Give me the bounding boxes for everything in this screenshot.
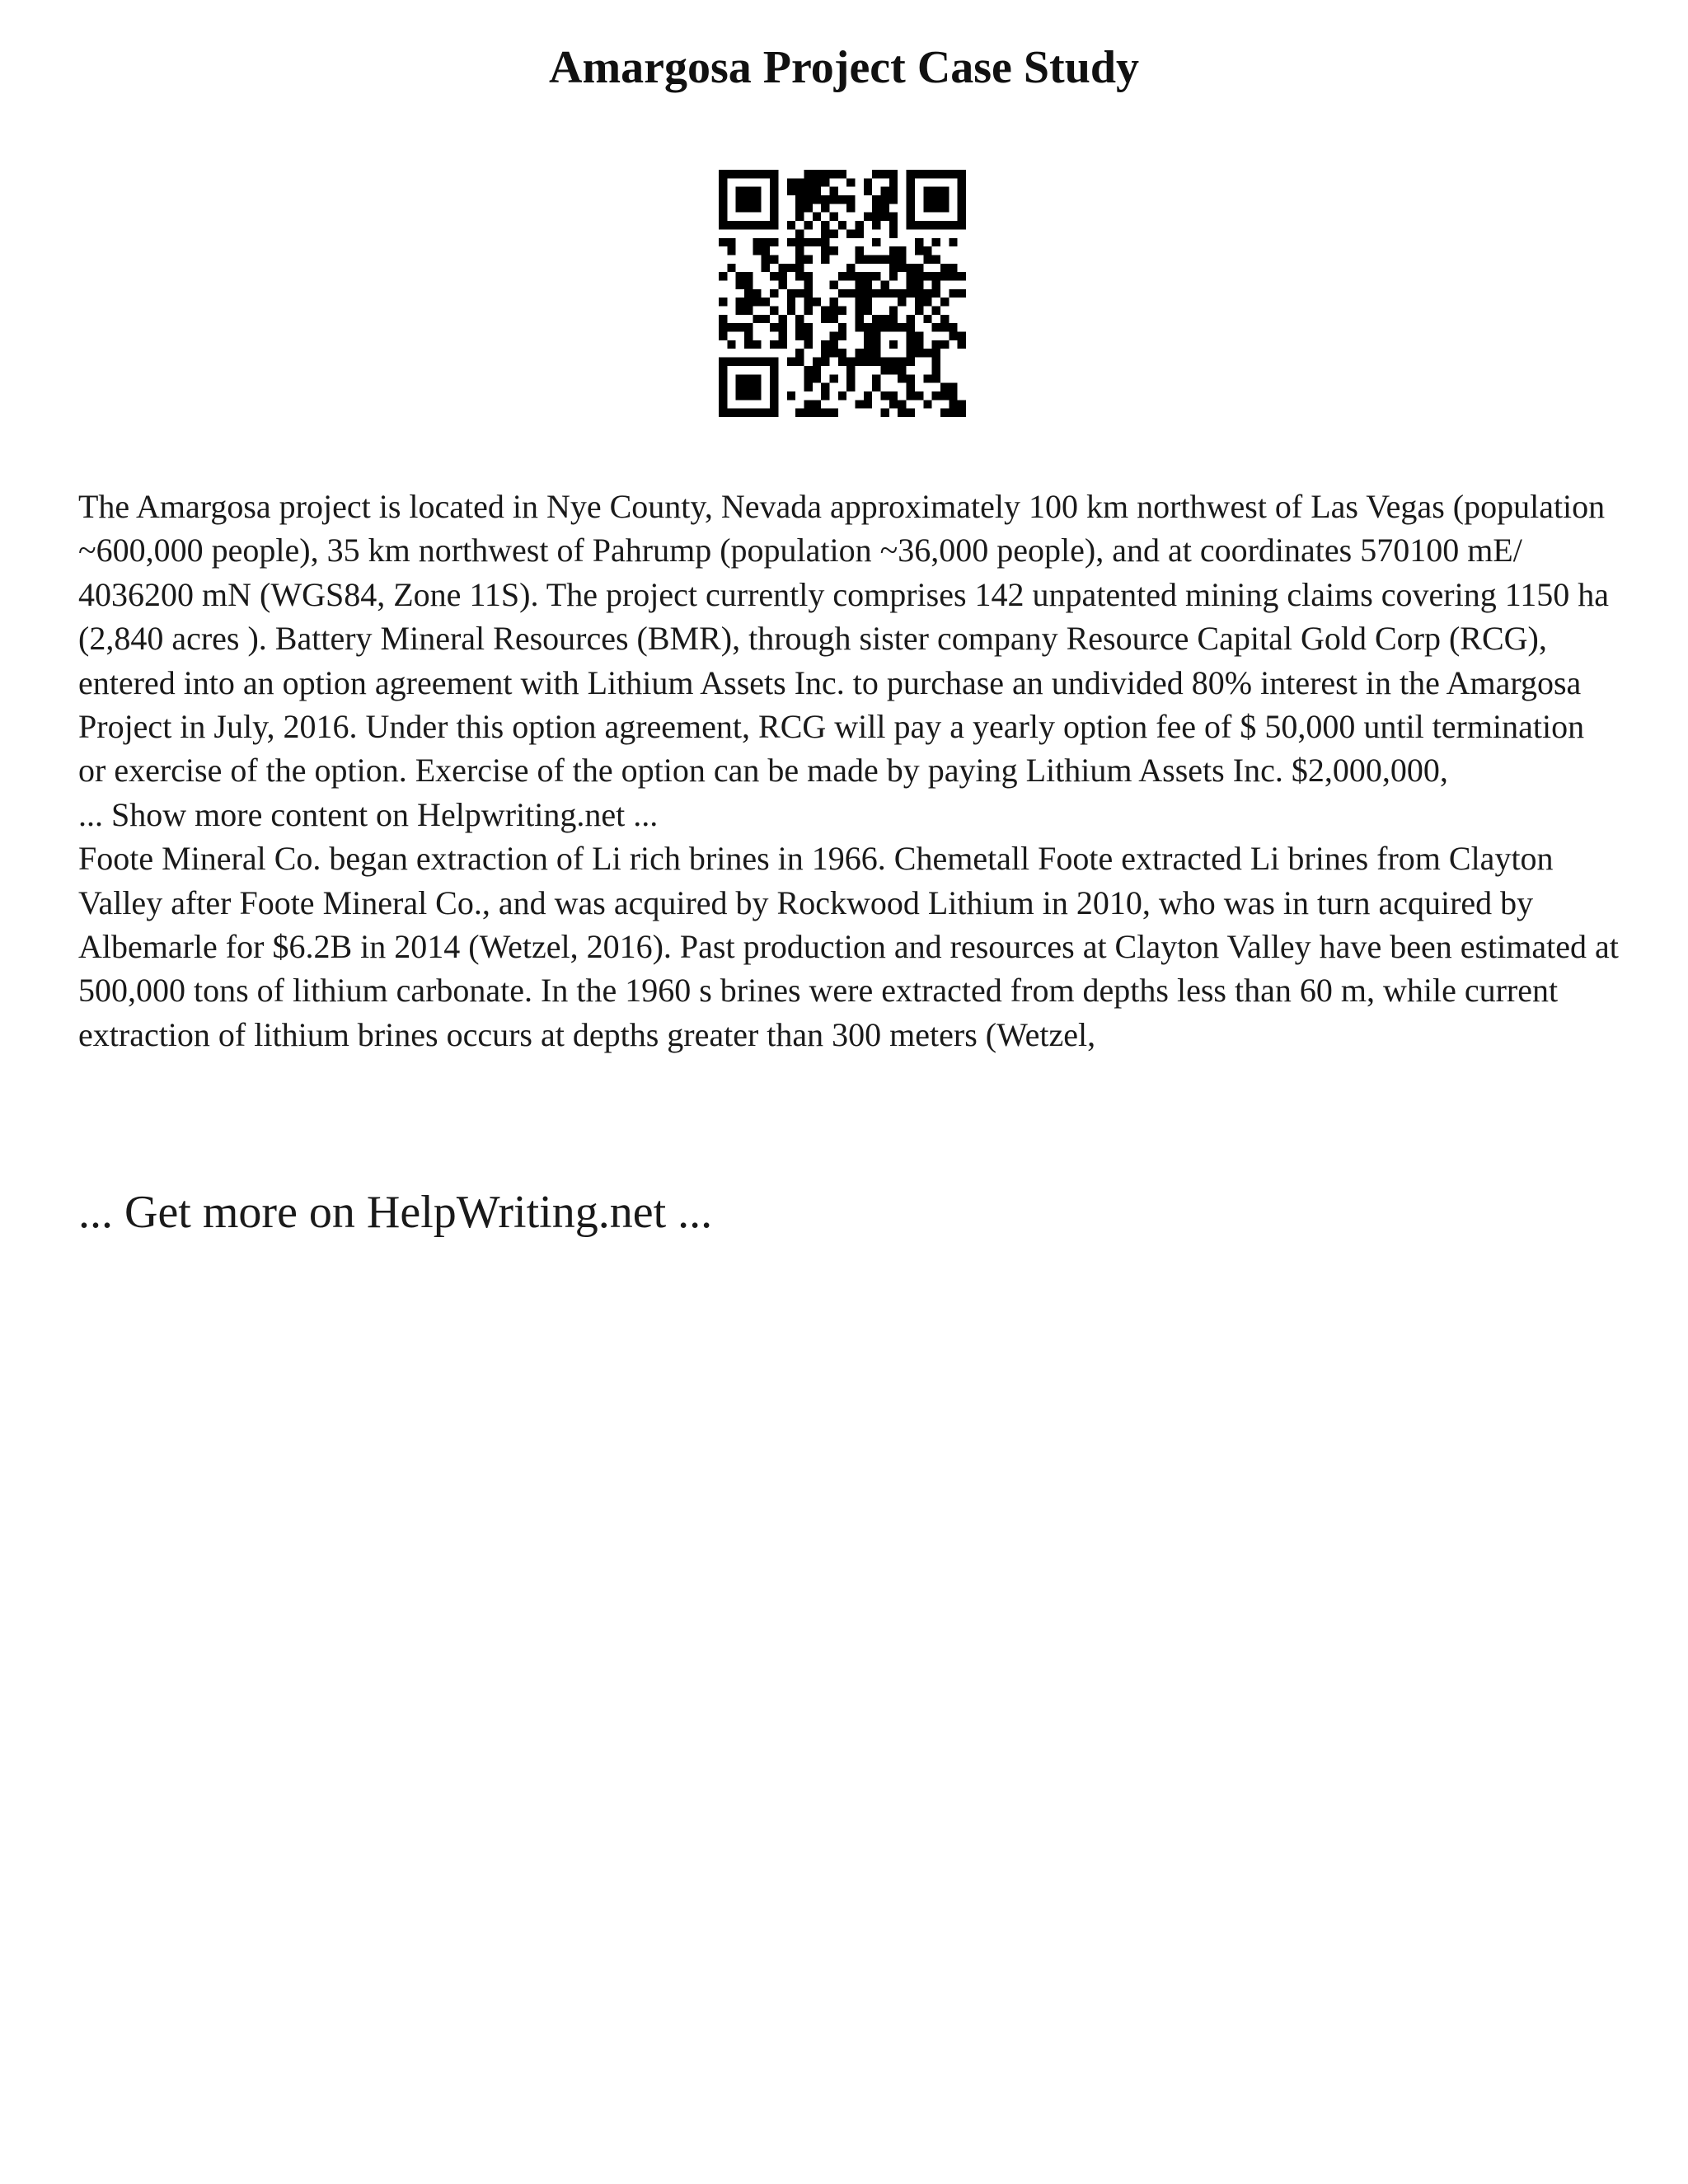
get-more-link[interactable]: ... Get more on HelpWriting.net ...: [78, 1187, 713, 1238]
qr-code-icon: [719, 170, 966, 417]
page-title: Amargosa Project Case Study: [549, 42, 1139, 93]
article-body: [78, 485, 1620, 1057]
show-more-link[interactable]: ... Show more content on Helpwriting.net ...: [78, 795, 659, 833]
paragraph-intro: The Amargosa project is located in Nye County, Nevada approximately 100 km northwest of Las Vegas (population ~600,000 people), 35 km northwest of Pahrump (population ~36,000 people), and at coordinates 570100 mE/ 4036200 mN (WGS84, Zone 11S). The project currently comprises 142 unpatented mining claims covering 1150 ha (2,840 acres ). Battery Mineral Resources (BMR), through sister company Resource Capital Gold Corp (RCG), entered into an option agreement with Lithium Assets Inc. to purchase an undivided 80% interest in the Amargosa Project in July, 2016. Under this option agreement, RCG will pay a yearly option fee of $ 50,000 until termination or exercise of the option. Exercise of the option can be made by paying Lithium Assets Inc. $2,000,000,: [78, 488, 1610, 790]
paragraph-history: Foote Mineral Co. began extraction of Li rich brines in 1966. Chemetall Foote extracted Li brines from Clayton Valley after Foote Mineral Co., and was acquired by Rockwood Lithium in 2010, who was in turn acquired by Albemarle for $6.2B in 2014 (Wetzel, 2016). Past production and resources at Clayton Valley have been estimated at 500,000 tons of lithium carbonate. In the 1960 s brines were extracted from depths less than 60 m, while current extraction of lithium brines occurs at depths greater than 300 meters (Wetzel,: [78, 840, 1619, 1053]
